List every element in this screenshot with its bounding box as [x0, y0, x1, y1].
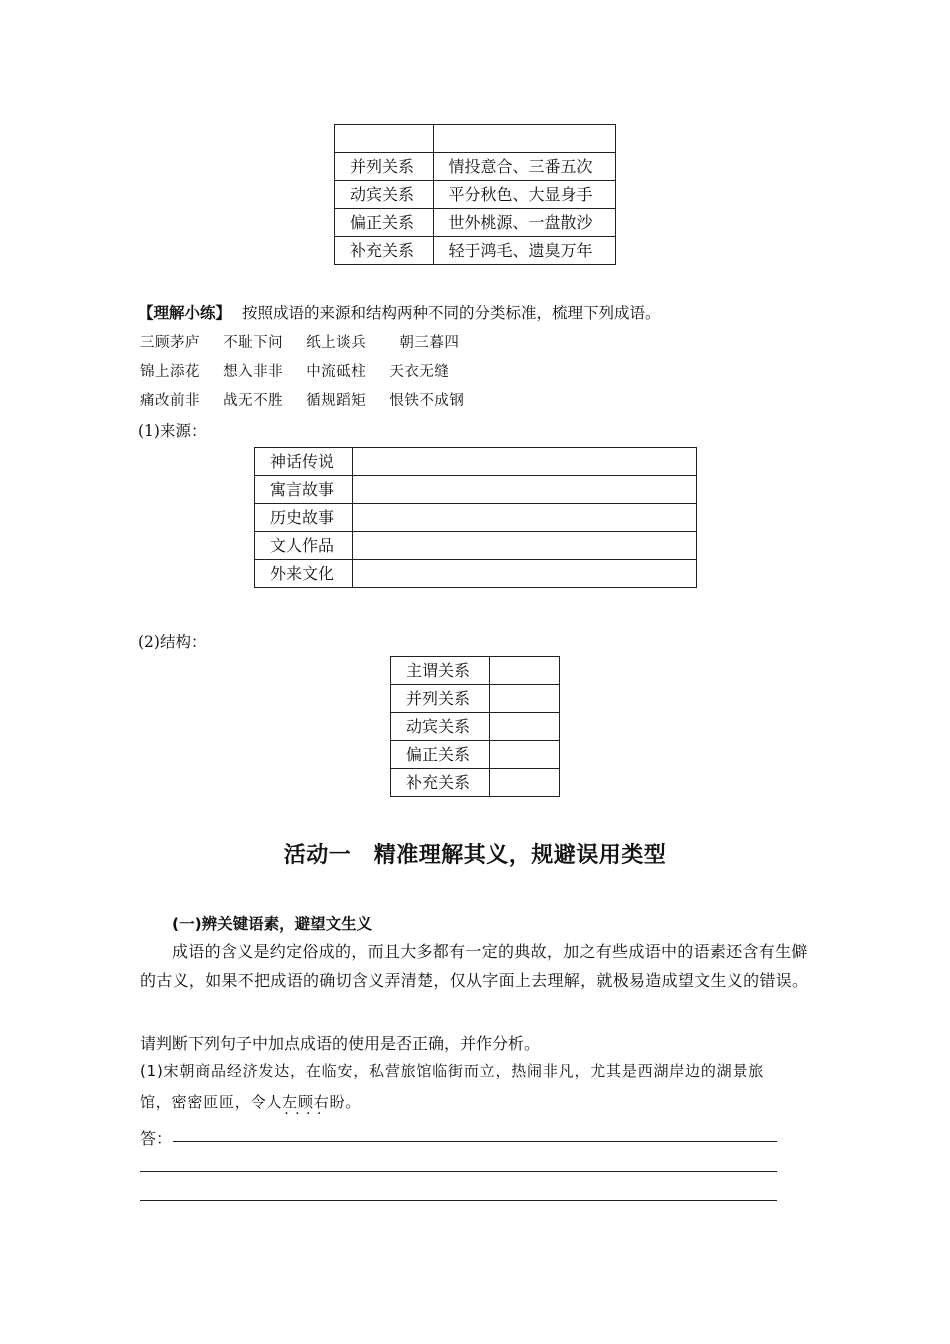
answer-cell[interactable]: [489, 741, 559, 769]
idiom: 恨铁不成钢: [389, 393, 465, 409]
answer-line[interactable]: [173, 1141, 777, 1142]
answer-line[interactable]: [140, 1200, 777, 1201]
table-row: [335, 237, 616, 265]
table-cell: 并列关系: [391, 685, 490, 713]
answer-cell[interactable]: [352, 504, 696, 532]
structure-example-table: [334, 124, 616, 265]
source-label: (1)来源：: [138, 422, 207, 440]
source-table: [254, 447, 697, 588]
idiom: 锦上添花: [140, 364, 200, 380]
idiom: 纸上谈兵: [306, 335, 367, 351]
table-cell: [433, 125, 615, 153]
table-cell: 外来文化: [255, 560, 353, 588]
answer-cell[interactable]: [352, 476, 696, 504]
table-cell: 动宾关系: [335, 181, 434, 209]
table-cell: 文人作品: [255, 532, 353, 560]
table-cell: 神话传说: [255, 448, 353, 476]
table-cell: 偏正关系: [335, 209, 434, 237]
question-1-line-1: (1)宋朝商品经济发达，在临安，私营旅馆临街而立，热闹非凡，尤其是西湖岸边的湖景旅: [140, 1062, 765, 1080]
idiom-line-3: [140, 389, 464, 410]
answer-cell[interactable]: [352, 448, 696, 476]
table-cell: 情投意合、三番五次: [433, 153, 615, 181]
table-cell: 并列关系: [335, 153, 434, 181]
answer-cell[interactable]: [489, 769, 559, 797]
table-cell: [335, 125, 434, 153]
table-row: [391, 657, 560, 685]
table-row: [335, 181, 616, 209]
table-cell: 平分秋色、大显身手: [433, 181, 615, 209]
table-row: [391, 685, 560, 713]
question-1-text: 馆，密密匝匝，令人: [140, 1093, 283, 1111]
table-row: [391, 741, 560, 769]
structure-table: [390, 656, 560, 797]
table-cell: 偏正关系: [391, 741, 490, 769]
table-row: [391, 713, 560, 741]
answer-label: 答：: [140, 1129, 173, 1148]
table-row: [335, 153, 616, 181]
idiom: 朝三暮四: [399, 335, 460, 351]
table-cell: 补充关系: [335, 237, 434, 265]
question-1-end: 。: [345, 1093, 362, 1111]
answer-cell[interactable]: [489, 713, 559, 741]
table-row: [391, 769, 560, 797]
table-cell: 主谓关系: [391, 657, 490, 685]
table-row: [255, 476, 697, 504]
practice-instruction: [138, 301, 660, 323]
section-heading: (一)辨关键语素，避望文生义: [172, 915, 373, 933]
activity-title: 活动一 精准理解其义，规避误用类型: [283, 843, 667, 868]
structure-label: (2)结构：: [138, 633, 207, 651]
idiom: 想入非非: [223, 364, 284, 380]
table-cell: 历史故事: [255, 504, 353, 532]
question-1-line-2: [140, 1091, 361, 1112]
table-cell: 动宾关系: [391, 713, 490, 741]
table-cell: 世外桃源、一盘散沙: [433, 209, 615, 237]
table-cell: 轻于鸿毛、遗臭万年: [433, 237, 615, 265]
table-row: [255, 532, 697, 560]
answer-line[interactable]: [140, 1171, 777, 1172]
emphasized-idiom: 左顾右盼 · · · ·: [282, 1093, 345, 1111]
idiom: 三顾茅庐: [140, 335, 200, 351]
section-paragraph: 成语的含义是约定俗成的，而且大多都有一定的典故，加之有些成语中的语素还含有生僻的古义，如果不把成语的确切含义弄清楚，仅从字面上去理解，就极易造成望文生义的错误。: [140, 942, 809, 990]
table-row: [255, 560, 697, 588]
idiom: 不耻下问: [223, 335, 284, 351]
practice-tag: 【理解小练】: [138, 304, 232, 322]
table-cell: 寓言故事: [255, 476, 353, 504]
answer-cell[interactable]: [352, 560, 696, 588]
table-row: [335, 125, 616, 153]
idiom: 天衣无缝: [389, 364, 450, 380]
table-row: [255, 448, 697, 476]
table-row: [255, 504, 697, 532]
question-prompt: 请判断下列句子中加点成语的使用是否正确，并作分析。: [140, 1034, 541, 1053]
answer-cell[interactable]: [352, 532, 696, 560]
idiom: 循规蹈矩: [306, 393, 367, 409]
idiom: 痛改前非: [140, 393, 200, 409]
table-row: [335, 209, 616, 237]
answer-cell[interactable]: [489, 657, 559, 685]
idiom: 战无不胜: [223, 393, 284, 409]
idiom-line-2: [140, 360, 449, 381]
table-cell: 补充关系: [391, 769, 490, 797]
idiom-line-1: [140, 331, 459, 352]
practice-text: 按照成语的来源和结构两种不同的分类标准，梳理下列成语。: [241, 304, 661, 322]
idiom: 中流砥柱: [306, 364, 367, 380]
answer-cell[interactable]: [489, 685, 559, 713]
